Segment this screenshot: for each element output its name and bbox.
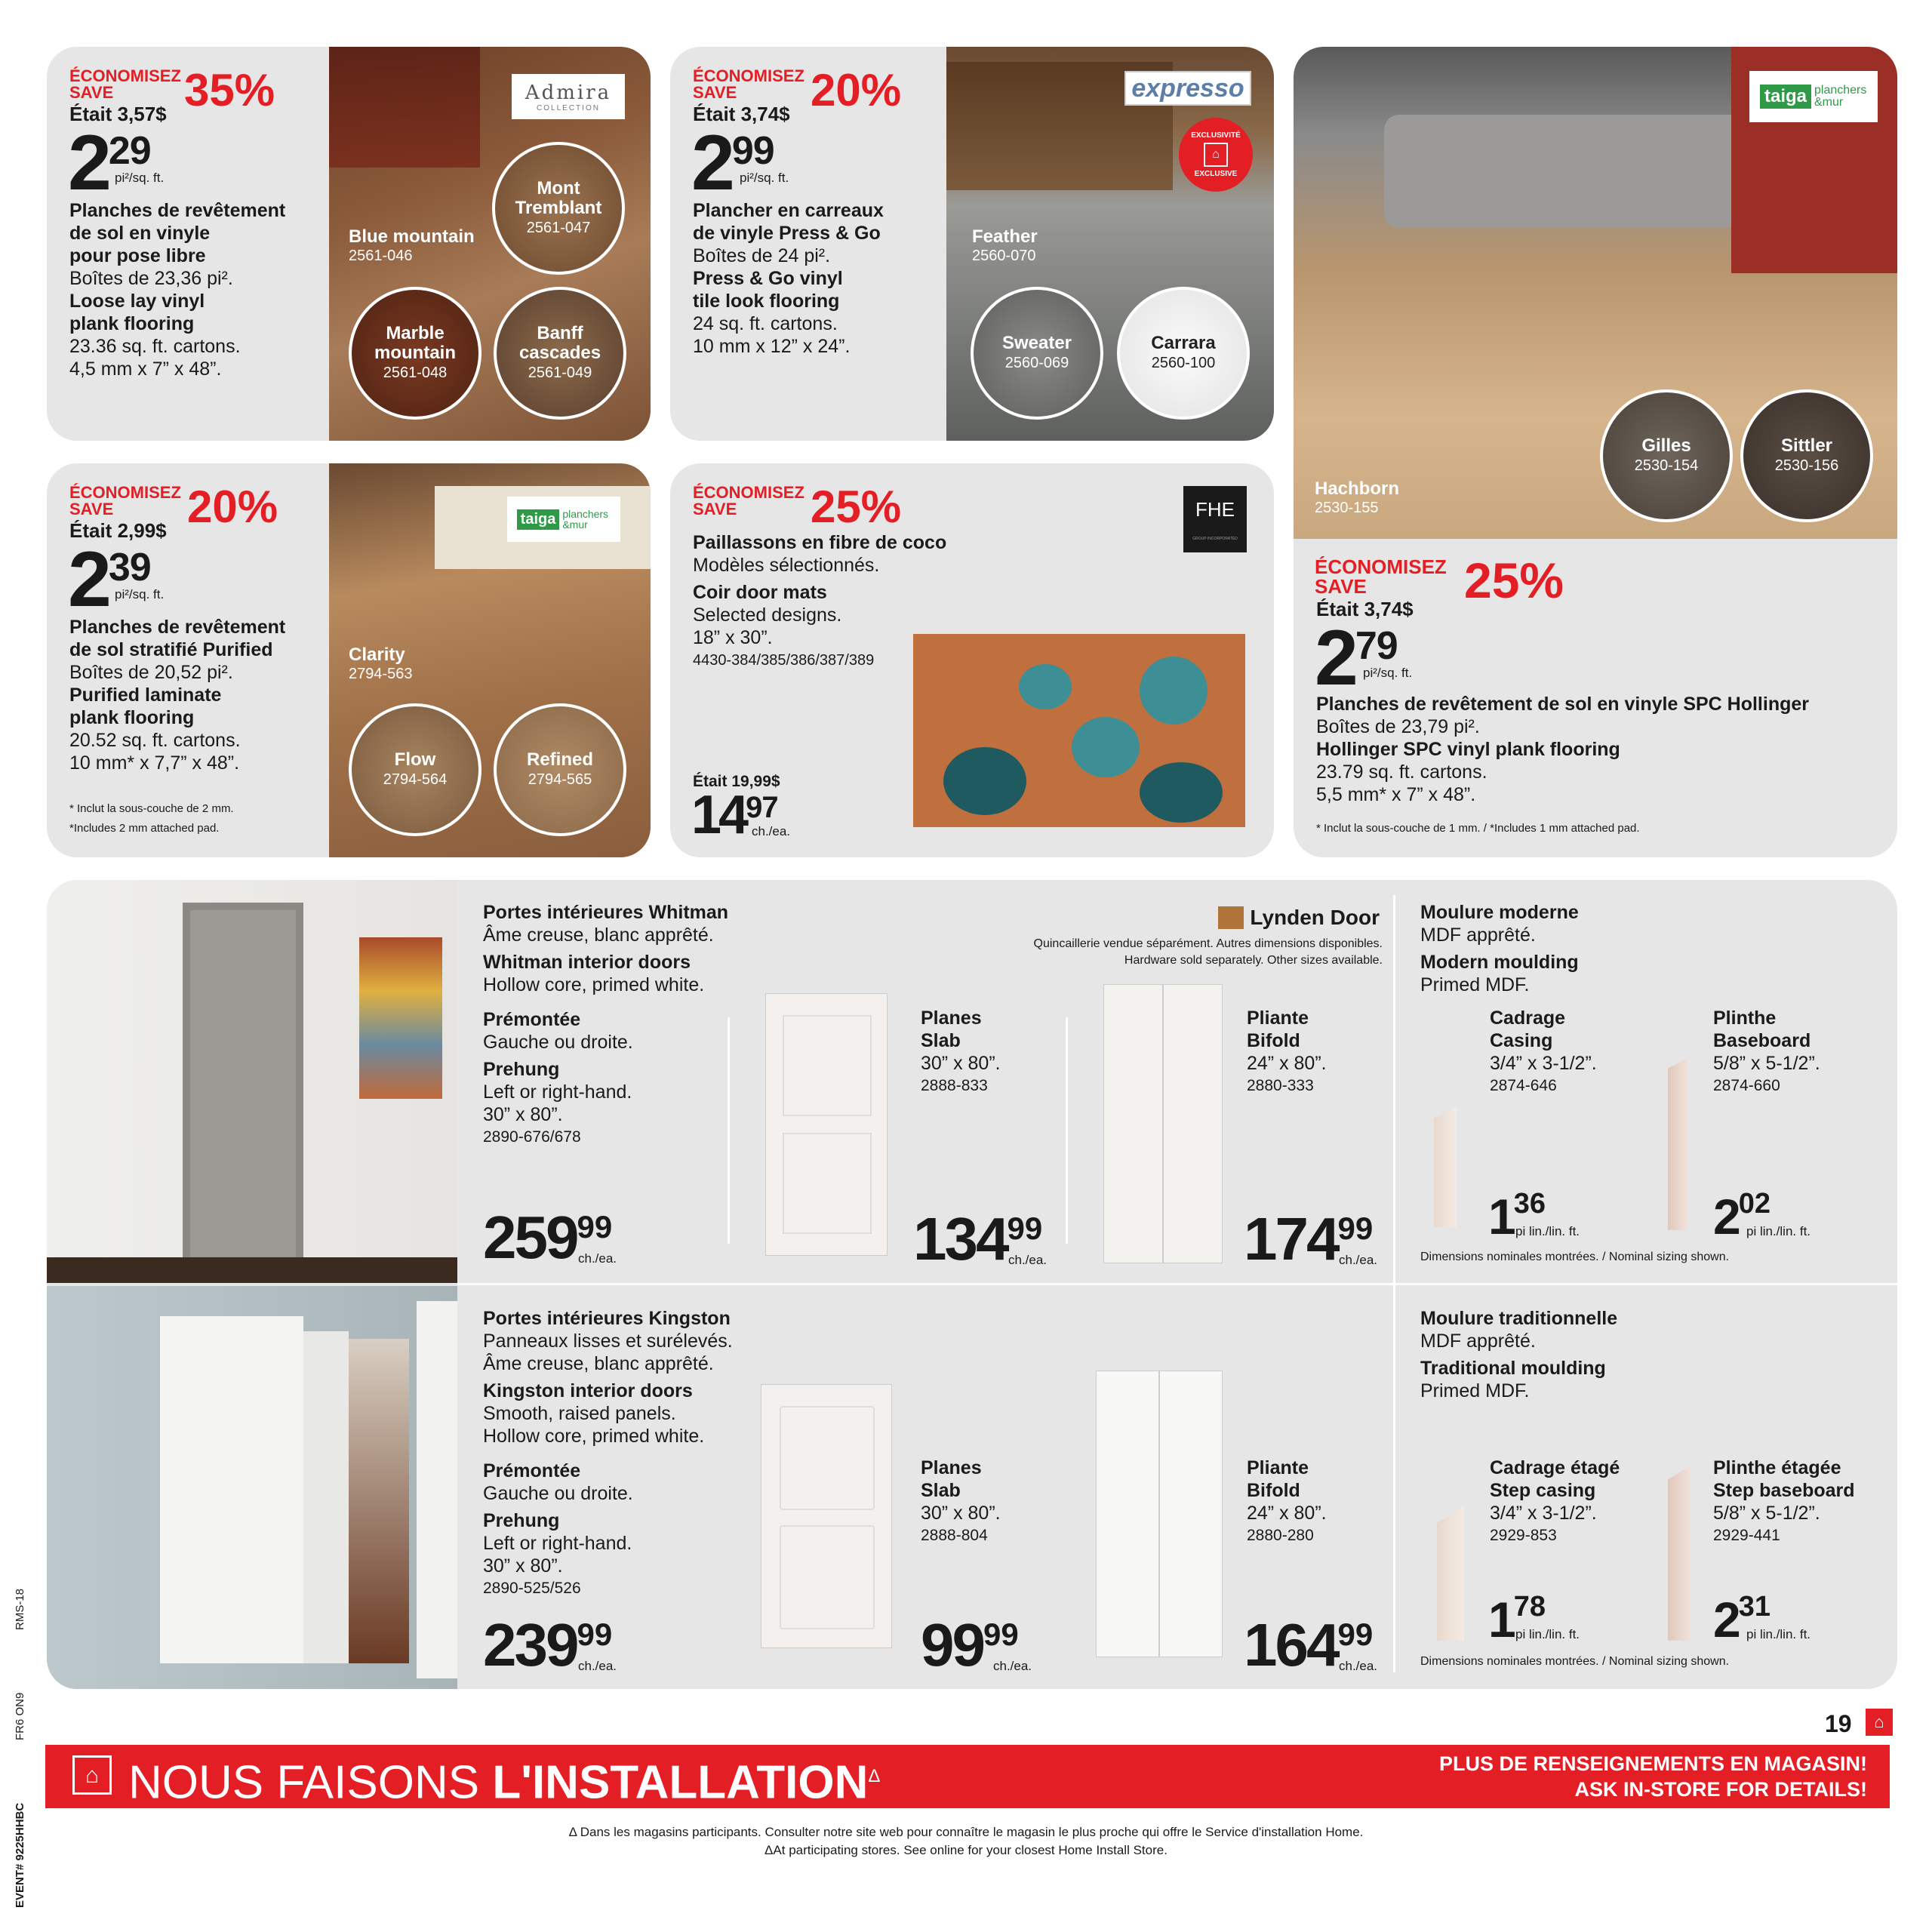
product-card-press-go[interactable] — [670, 47, 1274, 441]
slab-door-image — [761, 1384, 892, 1648]
save-label-fr: ÉCONOMISEZ — [1315, 555, 1447, 578]
row-divider — [457, 1283, 1897, 1285]
turtle-icon — [943, 747, 1026, 815]
step-casing-price: $1^{78}$ pi lin./lin. ft. — [1488, 1591, 1580, 1647]
save-label-fr: ÉCONOMISEZ — [693, 66, 804, 85]
product-description: Planches de revêtement de sol stratifié Purified Boîtes de 20,52 pi². Purified laminate plank flooring 20.52 sq. ft. cartons. 10 mm* x 7,7” x 48”. — [69, 617, 286, 774]
door-panel — [780, 1406, 875, 1510]
image-label: Feather 2560-070 — [972, 226, 1038, 264]
swatch-flow[interactable]: Flow 2794-564 — [349, 703, 481, 836]
save-percent: 35% — [184, 65, 275, 115]
doorway-view-image — [349, 1339, 409, 1663]
home-hardware-icon: ⌂ — [72, 1755, 112, 1795]
coir-mat-image — [913, 634, 1245, 827]
price: $2^{29}$ — [68, 119, 151, 207]
save-label-en: SAVE — [693, 500, 737, 518]
door-fold-line — [1162, 985, 1164, 1263]
slab-label: Planes Slab 30” x 80”. 2888-833 — [921, 1008, 1001, 1094]
taiga-logo: taiga planchers &mur — [1749, 71, 1878, 122]
page-number: 19 — [1825, 1710, 1852, 1737]
slab-door-image — [765, 993, 888, 1256]
banner-title: NOUS FAISONS $L'INSTALLATION^\Delta$ — [128, 1756, 881, 1809]
step-baseboard-profile-image — [1668, 1466, 1690, 1641]
price-unit: pi²/sq. ft. — [1363, 666, 1413, 680]
was-price: Était 3,74$ — [693, 103, 790, 125]
swatch-sweater[interactable]: Sweater 2560-069 — [971, 287, 1103, 420]
nominal-note: Dimensions nominales montrées. / Nominal sizing shown. — [1420, 1655, 1730, 1668]
admira-logo: Admira COLLECTION — [512, 74, 625, 119]
was-price: Était 2,99$ — [69, 519, 167, 542]
taiga-logo: taiga planchers &mur — [507, 497, 620, 542]
price: $14^{97}$ — [691, 785, 778, 845]
turtle-icon — [1019, 664, 1072, 709]
turtle-icon — [1140, 657, 1208, 724]
step-baseboard-label: Plinthe étagée Step baseboard 5/8” x 5-1/2”. 2929-441 — [1713, 1457, 1855, 1544]
swatch-banff-cascades[interactable]: Banff cascades 2561-049 — [494, 287, 626, 420]
product-card-admira[interactable] — [47, 47, 651, 441]
door-fold-line — [1158, 1371, 1160, 1657]
slab-price: $134^{99}$ ch./ea. — [913, 1205, 1048, 1272]
side-code-middle: FR6 ON9 — [14, 1692, 26, 1740]
bifold-label: Pliante Bifold 24” x 80”. 2880-333 — [1247, 1008, 1327, 1094]
turtle-icon — [1072, 717, 1140, 777]
price-unit: pi²/sq. ft. — [740, 171, 789, 185]
save-percent: 25% — [811, 481, 902, 532]
product-card-coir-mats[interactable] — [670, 463, 1274, 857]
painting-image — [359, 937, 442, 1099]
door-image — [190, 910, 296, 1262]
footnote: * Inclut la sous-couche de 1 mm. / *Includes 1 mm attached pad. — [1316, 822, 1640, 835]
price-unit: pi²/sq. ft. — [115, 171, 165, 185]
price: $2^{79}$ — [1315, 614, 1398, 702]
footnote-en: ΔAt participating stores. See online for your closest Home Install Store. — [764, 1843, 1168, 1857]
kingston-prehung-price: $239^{99}$ ch./ea. — [483, 1611, 617, 1678]
home-hardware-icon: ⌂ — [1866, 1709, 1893, 1736]
price-unit: ch./ea. — [752, 824, 791, 838]
casing-label: Cadrage Casing 3/4” x 3-1/2”. 2874-646 — [1490, 1008, 1597, 1094]
footnote-fr: Δ Dans les magasins participants. Consulter notre site web pour connaître le magasin le plus proche qui offre le Service d'installation Home. — [568, 1825, 1364, 1839]
hardware-note-fr: Quincaillerie vendue séparément. Autres dimensions disponibles. — [1033, 937, 1383, 950]
turtle-icon — [1140, 762, 1223, 823]
save-percent: 20% — [811, 65, 902, 115]
save-label-en: SAVE — [69, 500, 114, 518]
slab-label: Planes Slab 30” x 80”. 2888-804 — [921, 1457, 1001, 1544]
product-description: Planches de revêtement de sol en vinyle SPC Hollinger Boîtes de 23,79 pi². Hollinger SPC vinyl plank flooring 23.79 sq. ft. cartons. 5,5 mm* x 7” x 48”. — [1316, 694, 1810, 805]
product-description: Plancher en carreaux de vinyle Press & Go Boîtes de 24 pi². Press & Go vinyl tile look flooring 24 sq. ft. cartons. 10 mm x 12” x 24”. — [693, 200, 884, 357]
save-label-en: SAVE — [1315, 575, 1367, 598]
casing-profile-image — [1434, 1106, 1457, 1227]
nominal-note: Dimensions nominales montrées. / Nominal sizing shown. — [1420, 1251, 1730, 1263]
save-label-en: SAVE — [69, 83, 114, 102]
doors-moulding-panel — [47, 880, 1897, 1689]
install-banner[interactable] — [45, 1745, 1890, 1808]
open-door-image — [303, 1331, 349, 1663]
lynden-door-icon — [1218, 906, 1244, 929]
home-hardware-icon: ⌂ — [1204, 143, 1228, 167]
step-casing-profile-image — [1437, 1506, 1464, 1641]
save-percent: 20% — [187, 481, 278, 532]
save-label-en: SAVE — [693, 83, 737, 102]
save-label-fr: ÉCONOMISEZ — [69, 483, 181, 502]
hardware-note-en: Hardware sold separately. Other sizes available. — [1124, 954, 1383, 967]
modern-moulding-description: Moulure moderne MDF apprêté. Modern moulding Primed MDF. — [1420, 902, 1579, 995]
image-label: Clarity 2794-563 — [349, 645, 413, 682]
save-label-fr: ÉCONOMISEZ — [69, 66, 181, 85]
casing-price: $1^{36}$ pi lin./lin. ft. — [1488, 1188, 1580, 1244]
swatch-mont-tremblant[interactable]: Mont Tremblant 2561-047 — [492, 142, 625, 275]
swatch-refined[interactable]: Refined 2794-565 — [494, 703, 626, 836]
image-label: Hachborn 2530-155 — [1315, 478, 1400, 516]
banner-right-fr: PLUS DE RENSEIGNEMENTS EN MAGASIN! — [1438, 1752, 1867, 1775]
door-panel — [783, 1133, 872, 1234]
was-price: Était 3,57$ — [69, 103, 167, 125]
price: $2^{99}$ — [691, 119, 774, 207]
door-image — [160, 1316, 303, 1663]
product-description: Paillassons en fibre de coco Modèles sélectionnés. Coir door mats Selected designs. 18” x 30”. 4430-384/385/386/387/389 — [693, 532, 947, 669]
slab-price: $99^{99}$ ch./ea. — [921, 1611, 1032, 1678]
image-label: Blue mountain 2561-046 — [349, 226, 475, 264]
expresso-logo: expresso — [1124, 71, 1251, 106]
product-description: Planches de revêtement de sol en vinyle pour pose libre Boîtes de 23,36 pi². Loose lay vinyl plank flooring 23.36 sq. ft. cartons. 4,5 mm x 7” x 48”. — [69, 200, 286, 380]
baseboard-label: Plinthe Baseboard 5/8” x 5-1/2”. 2874-660 — [1713, 1008, 1820, 1094]
was-price: Était 19,99$ — [693, 773, 780, 790]
save-percent: 25% — [1464, 552, 1564, 608]
table-image — [329, 47, 480, 168]
price-unit: pi²/sq. ft. — [115, 587, 165, 601]
floor-image — [47, 1257, 457, 1283]
price: $2^{39}$ — [68, 536, 151, 623]
step-casing-label: Cadrage étagé Step casing 3/4” x 3-1/2”. 2929-853 — [1490, 1457, 1620, 1544]
traditional-moulding-description: Moulure traditionnelle MDF apprêté. Traditional moulding Primed MDF. — [1420, 1308, 1618, 1401]
fhe-logo: FHE GROUP INCORPORATED — [1183, 486, 1247, 552]
swatch-marble-mountain[interactable]: Marble mountain 2561-048 — [349, 287, 481, 420]
kingston-description: Portes intérieures Kingston Panneaux lisses et surélevés. Âme creuse, blanc apprêté. Kingston interior doors Smooth, raised panels. Hollow core, primed white. Prémontée Gauche ou droite. Prehung Left or right-hand. 30” x 80”. 2890-525/526 — [483, 1308, 733, 1597]
bifold-door-image — [1096, 1371, 1223, 1657]
divider — [1066, 1017, 1068, 1244]
bifold-price: $164^{99}$ ch./ea. — [1244, 1611, 1378, 1678]
footnote-fr: * Inclut la sous-couche de 2 mm. — [69, 802, 234, 815]
was-price: Était 3,74$ — [1316, 598, 1414, 620]
bifold-label: Pliante Bifold 24” x 80”. 2880-280 — [1247, 1457, 1327, 1544]
door-panel — [780, 1525, 875, 1629]
step-baseboard-price: $2^{31}$ pi lin./lin. ft. — [1713, 1591, 1811, 1647]
door-panel — [783, 1015, 872, 1116]
barn-door-image — [417, 1301, 457, 1678]
baseboard-profile-image — [1668, 1058, 1687, 1230]
whitman-prehung-price: $259^{99}$ ch./ea. — [483, 1204, 617, 1271]
exclusive-badge: EXCLUSIVITÉ ⌂ EXCLUSIVE — [1179, 118, 1253, 192]
swatch-gilles[interactable]: Gilles 2530-154 — [1600, 389, 1733, 522]
whitman-door-photo — [47, 880, 457, 1283]
product-card-hollinger[interactable] — [1294, 47, 1897, 857]
bifold-price: $174^{99}$ ch./ea. — [1244, 1205, 1378, 1272]
save-label-fr: ÉCONOMISEZ — [693, 483, 804, 502]
divider — [728, 1017, 730, 1244]
swatch-sittler[interactable]: Sittler 2530-156 — [1740, 389, 1873, 522]
kingston-door-photo — [47, 1286, 457, 1689]
whitman-description: Portes intérieures Whitman Âme creuse, blanc apprêté. Whitman interior doors Hollow core, primed white. Prémontée Gauche ou droite. Prehung Left or right-hand. 30” x 80”. 2890-676/678 — [483, 902, 729, 1146]
side-code-top: RMS-18 — [14, 1588, 26, 1630]
footnote-en: *Includes 2 mm attached pad. — [69, 822, 220, 835]
product-card-purified[interactable] — [47, 463, 651, 857]
lynden-door-logo: Lynden Door — [1206, 903, 1380, 933]
side-code-bottom: EVENT# 9225HHBC — [14, 1802, 26, 1908]
baseboard-price: $2^{02}$ pi lin./lin. ft. — [1713, 1188, 1811, 1244]
bifold-door-image — [1103, 984, 1223, 1263]
swatch-carrara[interactable]: Carrara 2560-100 — [1117, 287, 1250, 420]
banner-right-en: ASK IN-STORE FOR DETAILS! — [1574, 1778, 1867, 1801]
